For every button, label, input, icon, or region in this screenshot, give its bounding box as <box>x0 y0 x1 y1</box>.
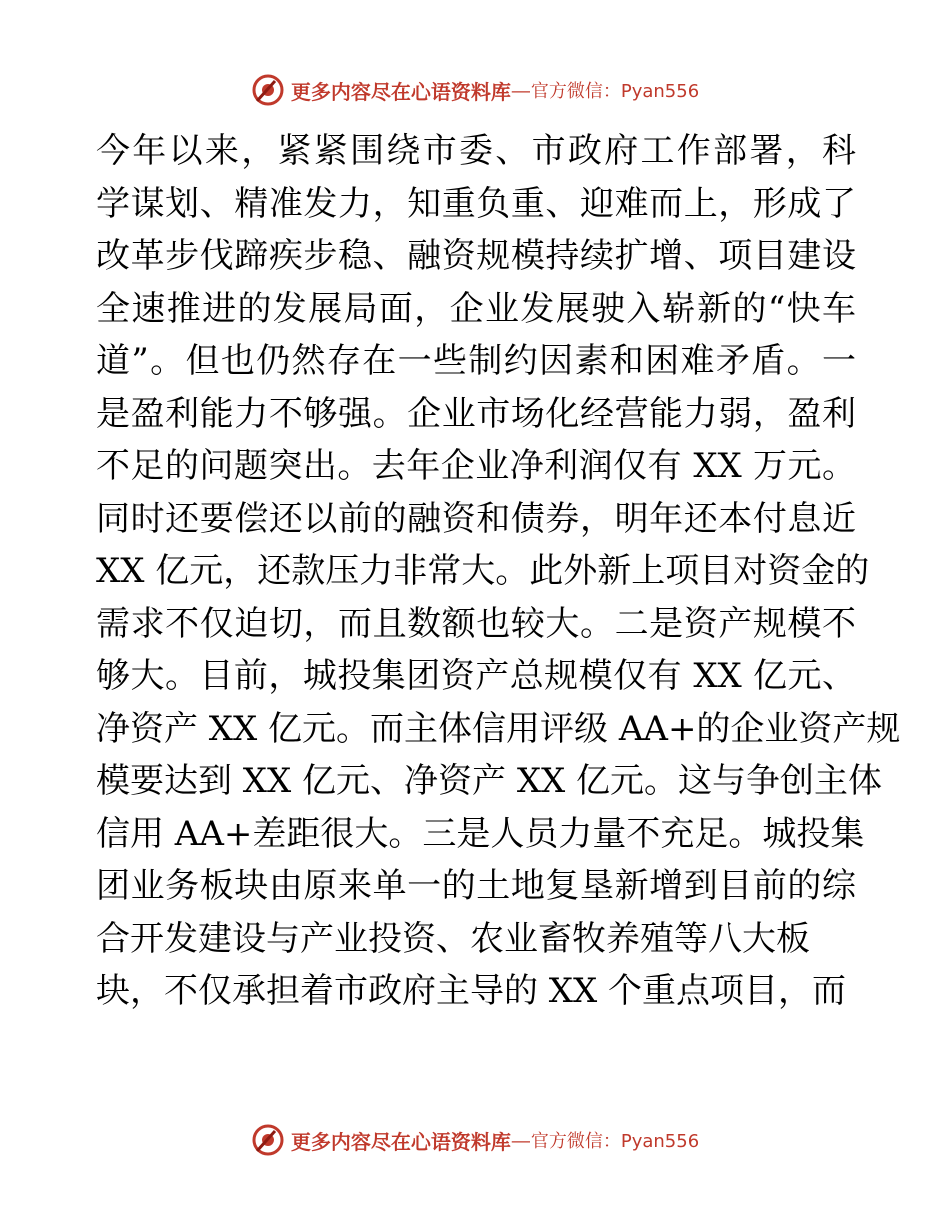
body-line: 道”。但也仍然存在一些制约因素和困难矛盾。一 <box>96 341 856 381</box>
body-line: 信用 AA+差距很大。三是人员力量不充足。城投集 <box>96 813 865 854</box>
body-line: 同时还要偿还以前的融资和债券，明年还本付息近 <box>96 498 856 539</box>
body-line: 需求不仅迫切，而且数额也较大。二是资产规模不 <box>96 603 856 644</box>
body-line: 净资产 XX 亿元。而主体信用评级 AA+的企业资产规 <box>96 708 901 749</box>
body-line: 块，不仅承担着市政府主导的 XX 个重点项目，而 <box>96 971 847 1011</box>
body-line: 不足的问题突出。去年企业净利润仅有 XX 万元。 <box>96 446 856 486</box>
brand-logo-icon <box>251 73 285 107</box>
header-watermark <box>0 70 950 110</box>
footer-watermark <box>0 1120 950 1160</box>
body-line: 改革步伐蹄疾步稳、融资规模持续扩增、项目建设 <box>96 236 856 276</box>
document-body <box>96 125 901 1018</box>
body-line: XX 亿元，还款压力非常大。此外新上项目对资金的 <box>96 551 870 591</box>
footer-main-text: 更多内容尽在心语资料库 <box>290 1129 511 1154</box>
body-line: 够大。目前，城投集团资产总规模仅有 XX 亿元、 <box>96 656 856 696</box>
body-line: 是盈利能力不够强。企业市场化经营能力弱，盈利 <box>96 393 856 434</box>
body-line: 全速推进的发展局面，企业发展驶入崭新的“快车 <box>96 288 856 329</box>
brand-logo-icon <box>251 1123 285 1157</box>
body-line: 今年以来，紧紧围绕市委、市政府工作部署，科 <box>96 131 856 171</box>
body-line: 合开发建设与产业投资、农业畜牧养殖等八大板 <box>96 918 810 959</box>
header-separator: — <box>510 78 531 102</box>
body-line: 学谋划、精准发力，知重负重、迎难而上，形成了 <box>96 183 856 224</box>
body-line: 团业务板块由原来单一的土地复垦新增到目前的综 <box>96 866 856 906</box>
header-wechat-text: 官方微信：Pyan556 <box>530 81 700 102</box>
body-line: 模要达到 XX 亿元、净资产 XX 亿元。这与争创主体 <box>96 761 883 801</box>
header-main-text: 更多内容尽在心语资料库 <box>290 79 511 104</box>
footer-wechat-text: 官方微信：Pyan556 <box>530 1131 700 1152</box>
footer-separator: — <box>510 1128 531 1152</box>
